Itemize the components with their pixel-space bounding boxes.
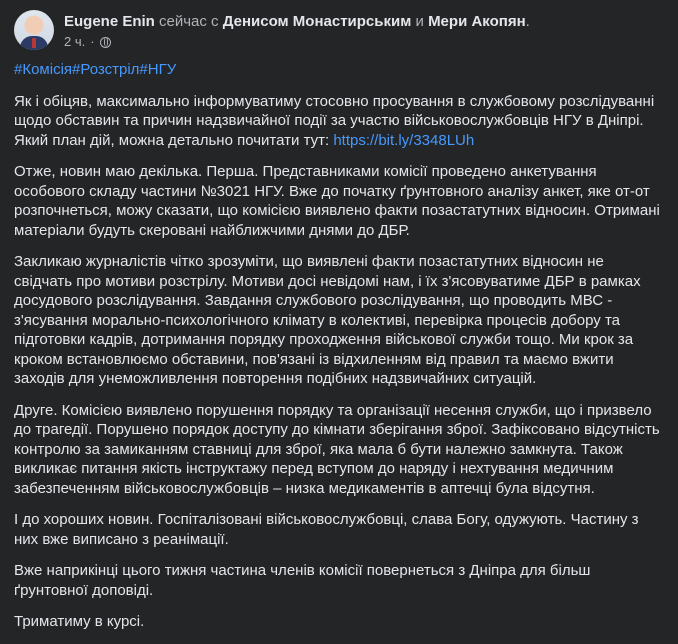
globe-icon[interactable]: [100, 37, 111, 48]
paragraph-1: [14, 92, 664, 151]
paragraph-3: Закликаю журналістів чітко зрозуміти, що виявлені факти позастатутних відносин не свідчать про мотиви розстрілу. Мотиви досі невідомі нам, і їх з'ясовуватиме ДБР в рамках досудового розслідування. Завдання службового розслідування, що проводить МВС - з'ясування морально-психологічного клімату в колективі, перевірка процесів добору та підготовки кадрів, дотримання порядку проходження військової служби тощо. Ми крок за кроком встановлюємо обставини, пов'язані із відхиленням від правил та маємо вжити заходів для унеможливлення повторення подібних надзвичайних ситуацій.: [14, 253, 641, 387]
meta-dot: ·: [90, 34, 95, 49]
tagged-person-1[interactable]: Денисом Монастирським: [222, 13, 412, 30]
with-text: сейчас с: [159, 13, 219, 30]
plan-link[interactable]: https://bit.ly/3348LUh: [333, 131, 475, 149]
paragraph-4: Друге. Комісією виявлено порушення порядку та організації несення служби, що і призвело до трагедії. Порушено порядок доступу до кімнати зберігання зброї. Зафіксовано відсутність контролю за замиканням ставниці для зброї, яка мала б бути належно замкнута. Також викликає питання якість інструктажу перед вступом до наряду і нехтування медичним забезпеченням військовослужбовців – низка медикаментів в аптечці була відсутня.: [14, 401, 660, 497]
post-meta: [64, 34, 111, 50]
avatar-tie: [32, 38, 36, 48]
post-time[interactable]: 2 ч.: [64, 34, 86, 49]
hashtag-ngu[interactable]: #НГУ: [139, 61, 177, 78]
paragraph-2: Отже, новин маю декілька. Перша. Представниками комісії проведено анкетування особового складу частини №3021 НГУ. Вже до початку ґрунтовного аналізу анкет, яке от-от розпочнеться, можу сказати, що комісією виявлено факти позастатутних відносин. Отримані матеріали будуть скеровані найближчими днями до ДБР.: [14, 163, 660, 239]
paragraph-5: І до хороших новин. Госпіталізовані військовослужбовці, слава Богу, одужують. Частину з них вже виписано з реанімації.: [14, 511, 639, 548]
paragraph-7: Триматиму в курсі.: [14, 613, 145, 630]
hashtags: [14, 60, 664, 80]
paragraph-1-text: Як і обіцяв, максимально інформуватиму стосовно просування в службовому розслідуванні щодо обставин та причин надзвичайної події за участю військовослужбовців НГУ в Дніпрі. Який план дій, можна детально почитати тут:: [14, 92, 655, 149]
period: .: [525, 13, 530, 30]
post-author-line: [64, 12, 530, 31]
paragraph-6: Вже наприкінці цього тижня частина членів комісії повернеться з Дніпра для більш ґрунтовної доповіді.: [14, 562, 591, 599]
hashtag-komisiia[interactable]: #Комісія: [14, 61, 73, 78]
and-text: и: [415, 13, 424, 30]
author-avatar[interactable]: [14, 10, 54, 50]
post-body: [14, 60, 664, 644]
author-name[interactable]: Eugene Enin: [64, 13, 155, 30]
post-header: [14, 10, 664, 54]
tagged-person-2[interactable]: Мери Акопян: [428, 13, 526, 30]
hashtag-rozstril[interactable]: #Розстріл: [72, 61, 140, 78]
